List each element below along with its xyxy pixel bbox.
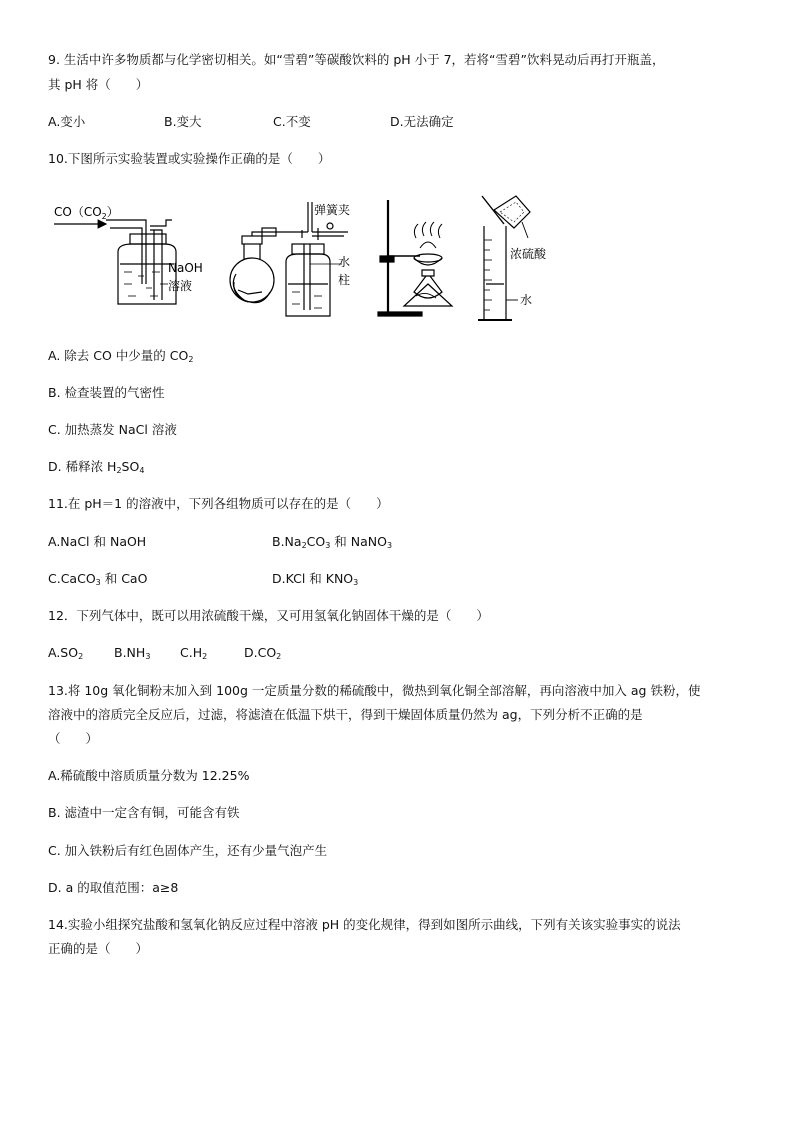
naoh-label: NaOH <box>168 261 203 275</box>
water-label: 水 <box>338 255 351 269</box>
column-label: 柱 <box>338 273 351 287</box>
q10-option-d: D. 稀释浓 $H_2SO_4$ <box>48 459 145 475</box>
q13-stem-line1: 13.将 10g 氧化铜粉末加入到 100g 一定质量分数的稀硫酸中，微热到氧化铜全部溶解，再向溶液中加入 ag 铁粉，使 <box>48 683 701 698</box>
airtightness-apparatus <box>230 202 351 316</box>
q14-stem-line1: 14.实验小组探究盐酸和氢氧化钠反应过程中溶液 pH 的变化规律，得到如图所示曲线，下列有关该实验事实的说法 <box>48 917 681 932</box>
q12-option-d: $D.CO_2$ <box>244 645 282 661</box>
q10-option-c: C. 加热蒸发 NaCl 溶液 <box>48 422 177 437</box>
q9-option-b: B.变大 <box>164 114 202 129</box>
evaporation-apparatus <box>378 200 452 316</box>
q10-option-a: A. 除去 CO 中少量的 $CO_2$ <box>48 348 194 364</box>
q11-option-c: C.CaCO$_3$ 和 CaO <box>48 571 148 587</box>
q13-stem-line2: 溶液中的溶质完全反应后，过滤，将滤渣在低温下烘干，得到干燥固体质量仍然为 ag，下列分析不正确的是 <box>48 707 643 722</box>
q12-option-b: $B.NH_3$ <box>114 645 151 661</box>
q13-stem-line3: （ ） <box>48 731 99 746</box>
washing-bottle-apparatus <box>54 220 176 304</box>
q12-option-a: $A.SO_2$ <box>48 645 84 661</box>
q11-option-d: D.KCl 和 $KNO_3$ <box>272 571 359 587</box>
q13-option-b: B. 滤渣中一定含有铜，可能含有铁 <box>48 805 240 820</box>
q11-option-b: $B.Na_2CO_3$ 和 NaNO$_3$ <box>272 534 393 550</box>
q9-option-c: C.不变 <box>273 114 311 129</box>
q9-stem-line2: 其 pH 将（ ） <box>48 77 149 92</box>
q9-option-d: D.无法确定 <box>390 114 454 129</box>
q9-stem-line1: 9. 生活中许多物质都与化学密切相关。如“雪碧”等碳酸饮料的 pH 小于 7，若将“雪碧”饮料晃动后再打开瓶盖， <box>48 52 665 67</box>
spring-clip-label: 弹簧夹 <box>314 203 351 217</box>
q13-option-c: C. 加入铁粉后有红色固体产生，还有少量气泡产生 <box>48 843 328 858</box>
solution-label: 溶液 <box>168 279 193 293</box>
q11-option-a: A.NaCl 和 NaOH <box>48 534 147 549</box>
q12-stem: 12．下列气体中，既可以用浓硫酸干燥，又可用氢氧化钠固体干燥的是（ ） <box>48 608 489 623</box>
q9-option-a: A.变小 <box>48 114 86 129</box>
q13-option-d: D. a 的取值范围：a≥8 <box>48 880 179 895</box>
apparatus-svg <box>48 192 568 332</box>
gas-label: $CO(CO_2)$ <box>54 205 119 221</box>
q10-stem: 10.下图所示实验装置或实验操作正确的是（ ） <box>48 151 331 166</box>
q10-option-b: B. 检查装置的气密性 <box>48 385 165 400</box>
q13-option-a: A.稀硫酸中溶质质量分数为 12.25% <box>48 768 250 783</box>
water2-label: 水 <box>520 293 533 307</box>
q14-stem-line2: 正确的是（ ） <box>48 941 149 956</box>
conc-acid-label: 浓硫酸 <box>510 247 547 261</box>
q10-apparatus-figure <box>48 192 568 332</box>
q12-option-c: $C.H_2$ <box>180 645 208 661</box>
q11-stem: 11.在 pH＝1 的溶液中，下列各组物质可以存在的是（ ） <box>48 496 389 511</box>
